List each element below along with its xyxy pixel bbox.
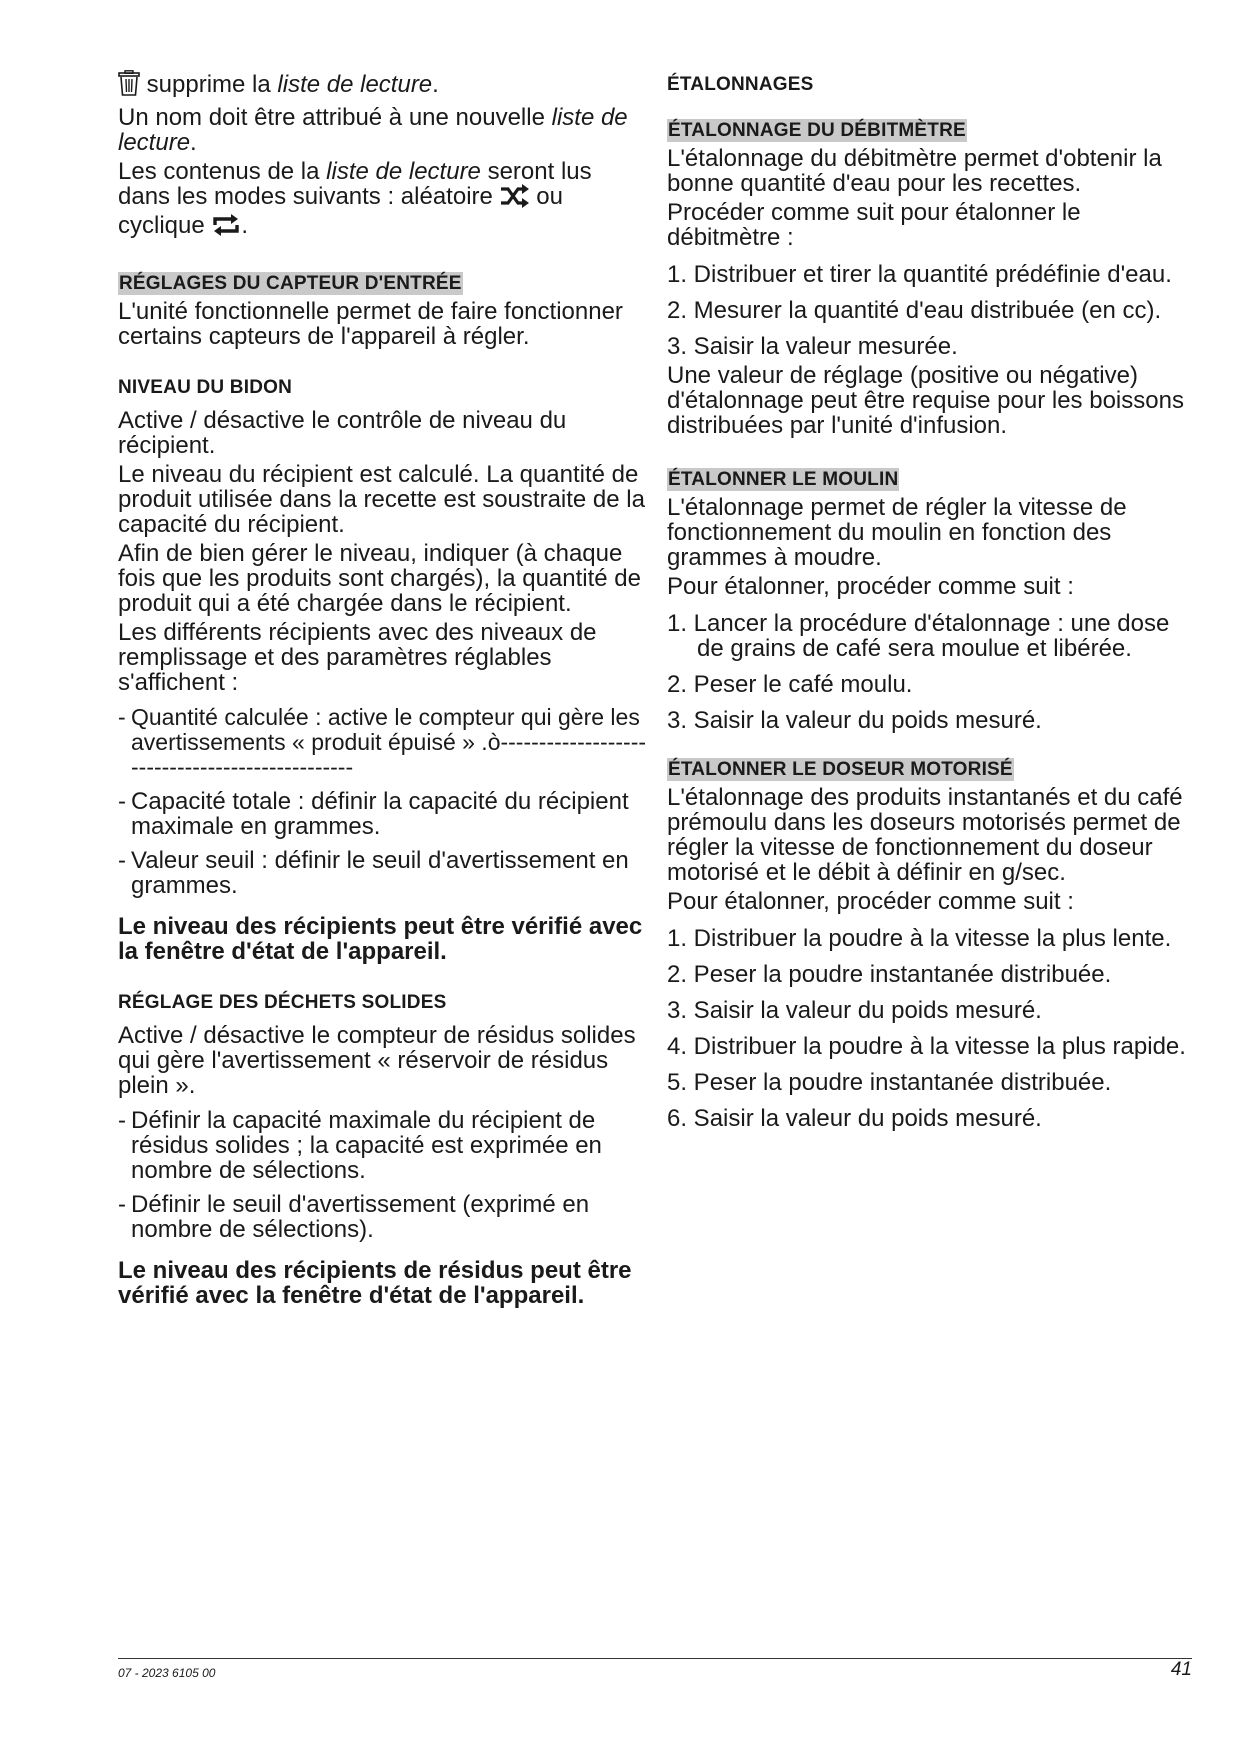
doser-step: 6. Saisir la valeur du poids mesuré. <box>667 1105 1042 1132</box>
bidon-list-item: - Valeur seuil : définir le seuil d'avertissement en grammes. <box>118 848 646 898</box>
waste-heading: RÉGLAGE DES DÉCHETS SOLIDES <box>118 992 447 1013</box>
flow-paragraph-1: L'étalonnage du débitmètre permet d'obtenir la bonne quantité d'eau pour les recettes. <box>667 145 1162 197</box>
intro-delete-line <box>118 70 646 101</box>
trash-icon <box>118 70 140 101</box>
period: . <box>432 71 439 98</box>
doser-step: 5. Peser la poudre instantanée distribuée. <box>667 1069 1112 1096</box>
doser-paragraph-2: Pour étalonner, procéder comme suit : <box>667 888 1074 915</box>
flow-paragraph-3: Une valeur de réglage (positive ou négative) d'étalonnage peut être requise pour les boissons distribuées par l'unité d'infusion. <box>667 362 1184 439</box>
doser-steps <box>667 926 1192 1131</box>
doser-step: 3. Saisir la valeur du poids mesuré. <box>667 997 1042 1024</box>
doser-heading: ÉTALONNER LE DOSEUR MOTORISÉ <box>668 759 1013 780</box>
document-code: 07 - 2023 6105 00 <box>118 1666 216 1680</box>
doser-step: 2. Peser la poudre instantanée distribuée. <box>667 961 1112 988</box>
flow-heading: ÉTALONNAGE DU DÉBITMÈTRE <box>668 120 966 141</box>
grinder-step: 1. Lancer la procédure d'étalonnage : une dose de grains de café sera moulue et libérée. <box>667 610 1170 662</box>
left-column <box>118 70 646 1312</box>
calibration-heading: ÉTALONNAGES <box>667 74 814 95</box>
sensor-heading: RÉGLAGES DU CAPTEUR D'ENTRÉE <box>119 273 462 294</box>
flow-steps <box>667 262 1192 359</box>
intro-text: seront lus dans les modes suivants : aléatoire <box>118 158 592 210</box>
bidon-list-item: - Quantité calculée : active le compteur qui gère les avertissements « produit épuisé » .ò------------------------------------------------ <box>118 705 646 780</box>
page-number: 41 <box>1170 1659 1192 1680</box>
waste-paragraph-1: Active / désactive le compteur de résidus solides qui gère l'avertissement « réservoir de résidus plein ». <box>118 1022 636 1099</box>
grinder-paragraph-1: L'étalonnage permet de régler la vitesse de fonctionnement du moulin en fonction des grammes à moudre. <box>667 494 1127 571</box>
period: . <box>241 212 249 239</box>
waste-note: Le niveau des récipients de résidus peut être vérifié avec la fenêtre d'état de l'appareil. <box>118 1257 632 1309</box>
intro-text: Les contenus de la <box>118 158 320 185</box>
intro-text: Un nom doit être attribué à une nouvelle <box>118 104 545 131</box>
bidon-heading: NIVEAU DU BIDON <box>118 377 293 398</box>
bidon-list-item: - Capacité totale : définir la capacité du récipient maximale en grammes. <box>118 789 646 839</box>
grinder-step: 3. Saisir la valeur du poids mesuré. <box>667 707 1042 734</box>
grinder-paragraph-2: Pour étalonner, procéder comme suit : <box>667 573 1074 600</box>
shuffle-icon <box>500 184 530 213</box>
intro-modes-line <box>118 159 646 242</box>
flow-paragraph-2: Procéder comme suit pour étalonner le débitmètre : <box>667 199 1081 251</box>
repeat-icon <box>211 213 241 242</box>
right-column <box>667 70 1192 1142</box>
doser-paragraph-1: L'étalonnage des produits instantanés et du café prémoulu dans les doseurs motorisés permet de régler la vitesse de fonctionnement du doseur motorisé et le débit à définir en g/sec. <box>667 784 1183 886</box>
period: . <box>190 129 197 156</box>
bidon-paragraph-2: Le niveau du récipient est calculé. La quantité de produit utilisée dans la recette est soustraite de la capacité du récipient. <box>118 461 645 538</box>
bidon-paragraph-1: Active / désactive le contrôle de niveau du récipient. <box>118 407 567 459</box>
bidon-note: Le niveau des récipients peut être vérifié avec la fenêtre d'état de l'appareil. <box>118 913 643 965</box>
intro-name-line <box>118 105 646 155</box>
flow-step: 3. Saisir la valeur mesurée. <box>667 333 958 360</box>
doser-step: 4. Distribuer la poudre à la vitesse la plus rapide. <box>667 1033 1186 1060</box>
grinder-heading: ÉTALONNER LE MOULIN <box>668 469 899 490</box>
footer-divider <box>118 1658 1192 1659</box>
sensor-text: L'unité fonctionnelle permet de faire fonctionner certains capteurs de l'appareil à régler. <box>118 298 623 350</box>
grinder-step: 2. Peser le café moulu. <box>667 671 913 698</box>
playlist-term: liste de lecture <box>118 104 628 156</box>
flow-step: 1. Distribuer et tirer la quantité prédéfinie d'eau. <box>667 261 1172 288</box>
flow-step: 2. Mesurer la quantité d'eau distribuée (en cc). <box>667 297 1162 324</box>
grinder-steps <box>667 611 1192 733</box>
bidon-paragraph-4: Les différents récipients avec des niveaux de remplissage et des paramètres réglables s'affichent : <box>118 619 597 696</box>
doser-step: 1. Distribuer la poudre à la vitesse la plus lente. <box>667 925 1172 952</box>
intro-text: ou cyclique <box>118 183 563 239</box>
playlist-term: liste de lecture <box>277 71 433 98</box>
playlist-term: liste de lecture <box>326 158 481 185</box>
intro-text: supprime la <box>146 71 271 98</box>
waste-list-item: - Définir la capacité maximale du récipient de résidus solides ; la capacité est exprimée en nombre de sélections. <box>118 1108 646 1183</box>
bidon-paragraph-3: Afin de bien gérer le niveau, indiquer (à chaque fois que les produits sont chargés), la quantité de produit qui a été chargée dans le récipient. <box>118 540 641 617</box>
waste-list-item: - Définir le seuil d'avertissement (exprimé en nombre de sélections). <box>118 1192 646 1242</box>
